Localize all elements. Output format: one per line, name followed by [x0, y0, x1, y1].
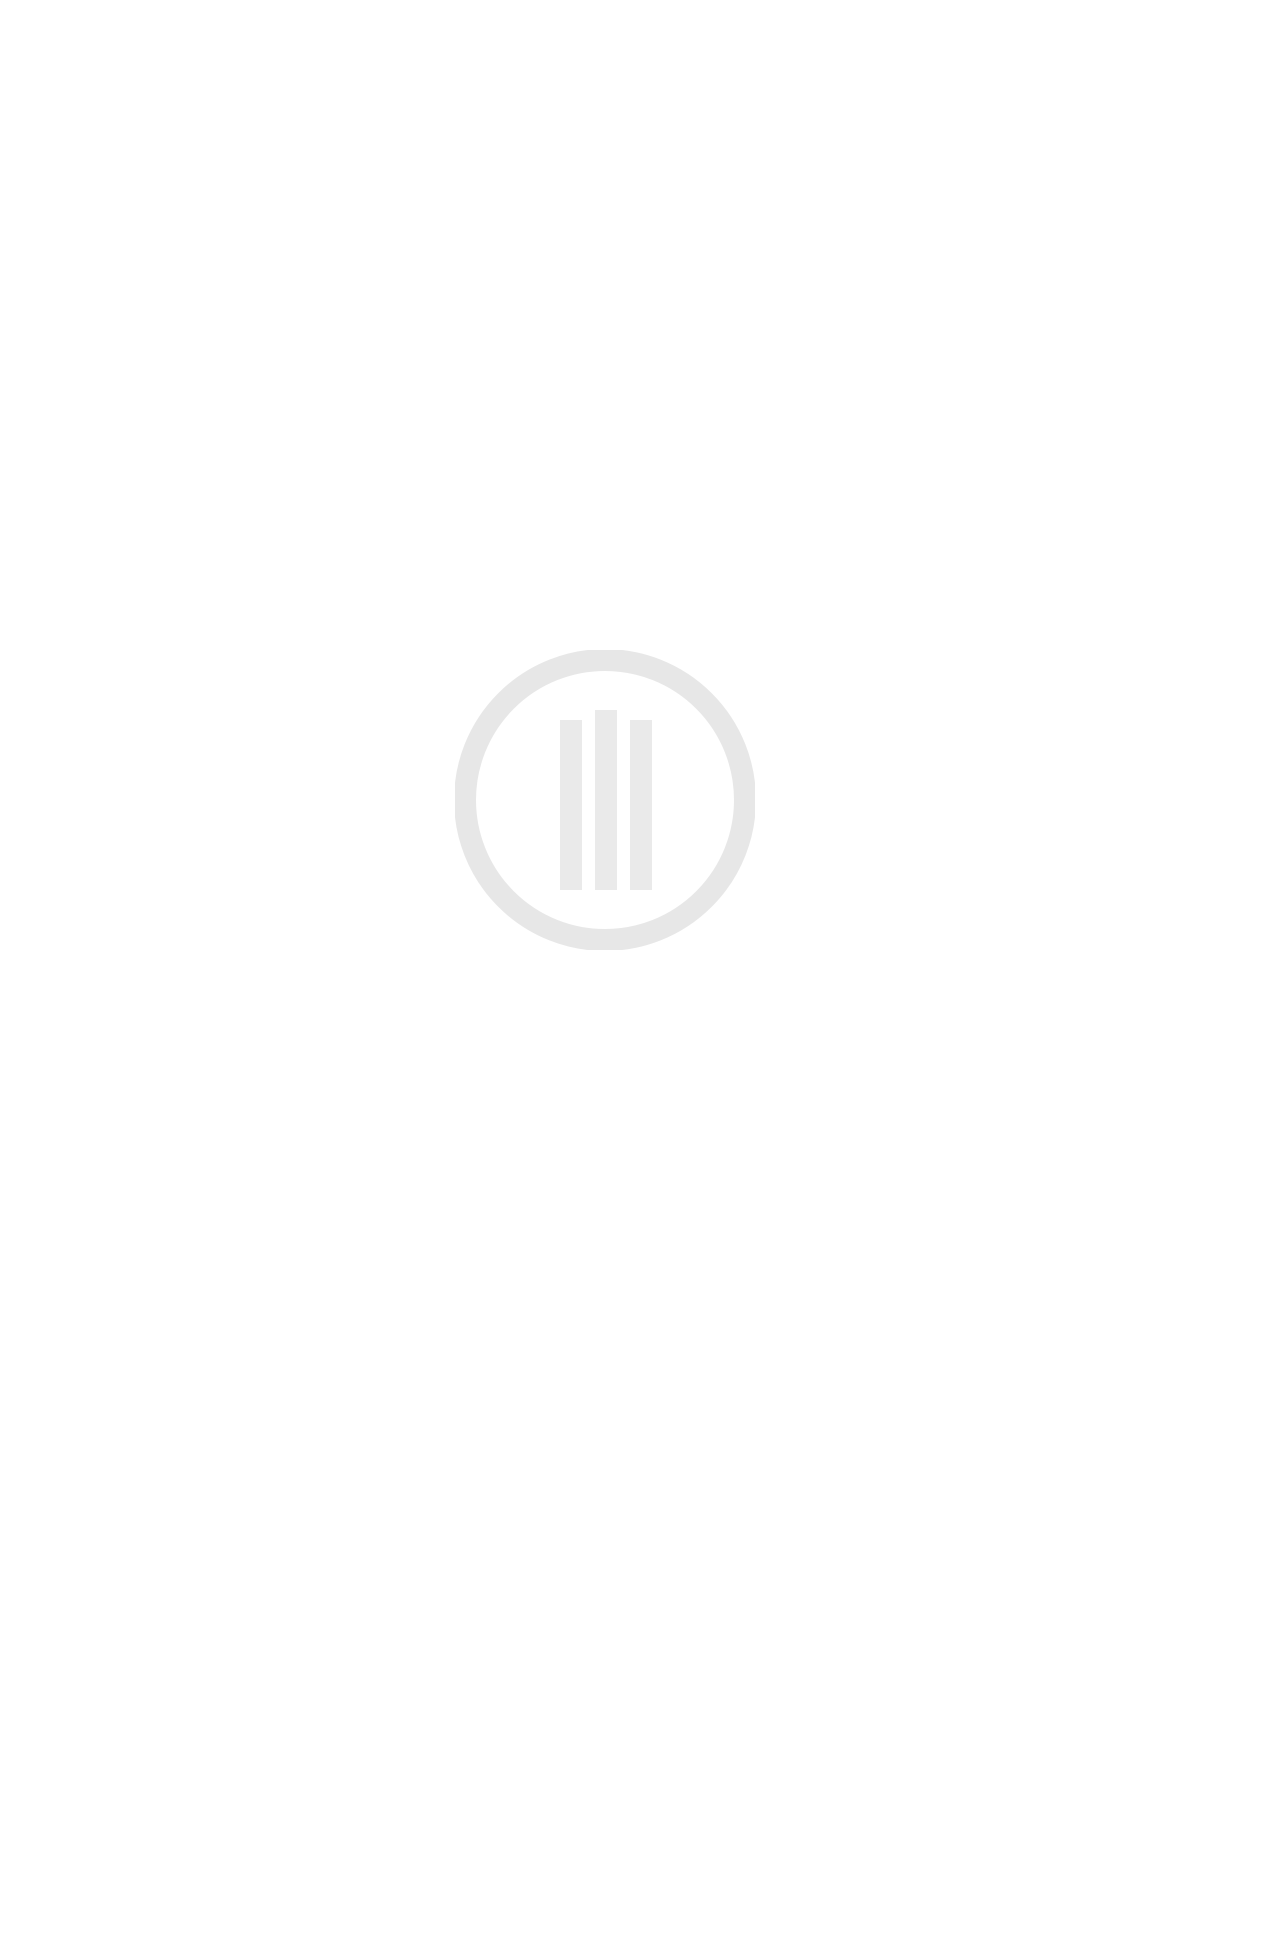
answer-67	[34, 125, 54, 155]
answer-68	[34, 170, 54, 200]
answer-66	[34, 80, 54, 110]
answer-70	[34, 305, 54, 335]
answer-69	[34, 215, 54, 245]
watermark-logo-icon	[455, 650, 755, 950]
